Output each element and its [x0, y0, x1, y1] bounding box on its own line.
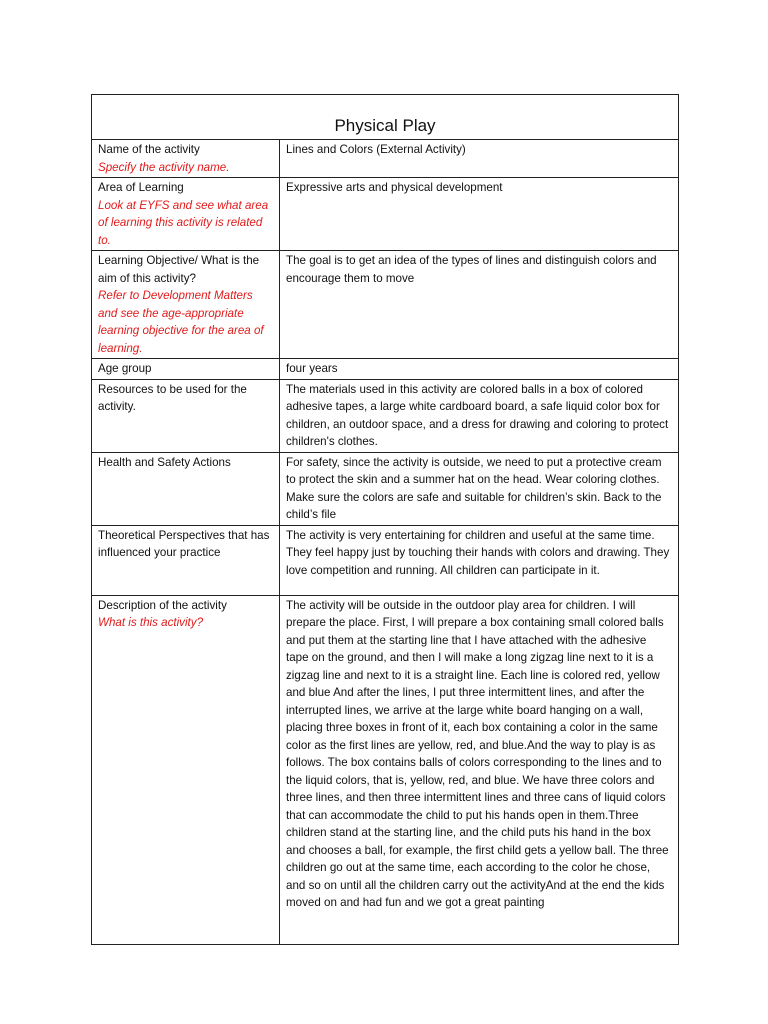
activity-plan-table	[91, 94, 679, 945]
table-row	[92, 140, 679, 178]
safety-label: Health and Safety Actions	[92, 452, 280, 525]
title-row	[92, 95, 679, 140]
area-hint: Look at EYFS and see what area of learning this activity is related to.	[98, 198, 269, 247]
description-value: The activity will be outside in the outdoor play area for children. I will prepare the place. First, I will prepare a box containing small colored balls and put them at the starting line that I have attached with the adhesive tape on the ground, and then I will make a long zigzag line next to it is a zigzag line and next to it is a straight line. Each line is colored red, yellow and blue And after the lines, I put three intermittent lines, and after the interrupted lines, we arrive at the large white board hanging on a wall, placing three boxes in front of it, each box containing a color in the same color as the first lines are yellow, red, and blue.And the way to play is as follows. The box contains balls of colors corresponding to the lines and to the liquid colors, that is, yellow, red, and blue. We have three colors and three lines, and then three intermittent lines and three cans of liquid colors that can accommodate the child to put his hands open in them.Three children stand at the starting line, and the child puts his hand in the box and chooses a ball, for example, the first child gets a yellow ball. The three children go out at the same time, each according to the color he chose, and so on until all the children carry out the activityAnd at the end the kids moved on and had fun and we got a great painting	[280, 595, 679, 944]
objective-value: The goal is to get an idea of the types of lines and distinguish colors and encourage them to move	[280, 251, 679, 359]
row-label-cell	[92, 251, 280, 359]
theory-label: Theoretical Perspectives that has influenced your practice	[92, 525, 280, 595]
objective-hint: Refer to Development Matters and see the age-appropriate learning objective for the area of learning.	[98, 289, 264, 355]
safety-value: For safety, since the activity is outside, we need to put a protective cream to protect the skin and a summer hat on the head. Wear coloring clothes. Make sure the colors are safe and suitable for children’s skin. Back to the child’s file	[280, 452, 679, 525]
table-row	[92, 452, 679, 525]
age-value: four years	[280, 359, 679, 380]
name-label: Name of the activity	[98, 143, 200, 156]
table-row	[92, 178, 679, 251]
table-row	[92, 251, 679, 359]
table-row	[92, 359, 679, 380]
objective-label: Learning Objective/ What is the aim of this activity?	[98, 254, 260, 285]
resources-label: Resources to be used for the activity.	[92, 379, 280, 452]
theory-value: The activity is very entertaining for children and useful at the same time. They feel happy just by touching their hands with colors and drawing. They love competition and running. All children can participate in it.	[280, 525, 679, 595]
description-label: Description of the activity	[98, 598, 227, 612]
table-row	[92, 595, 679, 944]
age-label: Age group	[92, 359, 280, 380]
row-label-cell	[92, 595, 280, 944]
area-value: Expressive arts and physical development	[280, 178, 679, 251]
row-label-cell	[92, 140, 280, 178]
activity-plan-form	[91, 94, 678, 945]
description-hint: What is this activity?	[98, 616, 204, 629]
resources-value: The materials used in this activity are colored balls in a box of colored adhesive tapes, a large white cardboard board, a safe liquid color box for children, an outdoor space, and a dress for drawing and coloring to protect children's clothes.	[280, 379, 679, 452]
table-row	[92, 379, 679, 452]
table-row	[92, 525, 679, 595]
name-hint: Specify the activity name.	[98, 160, 230, 174]
area-label: Area of Learning	[98, 181, 184, 194]
name-value: Lines and Colors (External Activity)	[280, 140, 679, 178]
page-title: Physical Play	[92, 95, 679, 140]
row-label-cell	[92, 178, 280, 251]
